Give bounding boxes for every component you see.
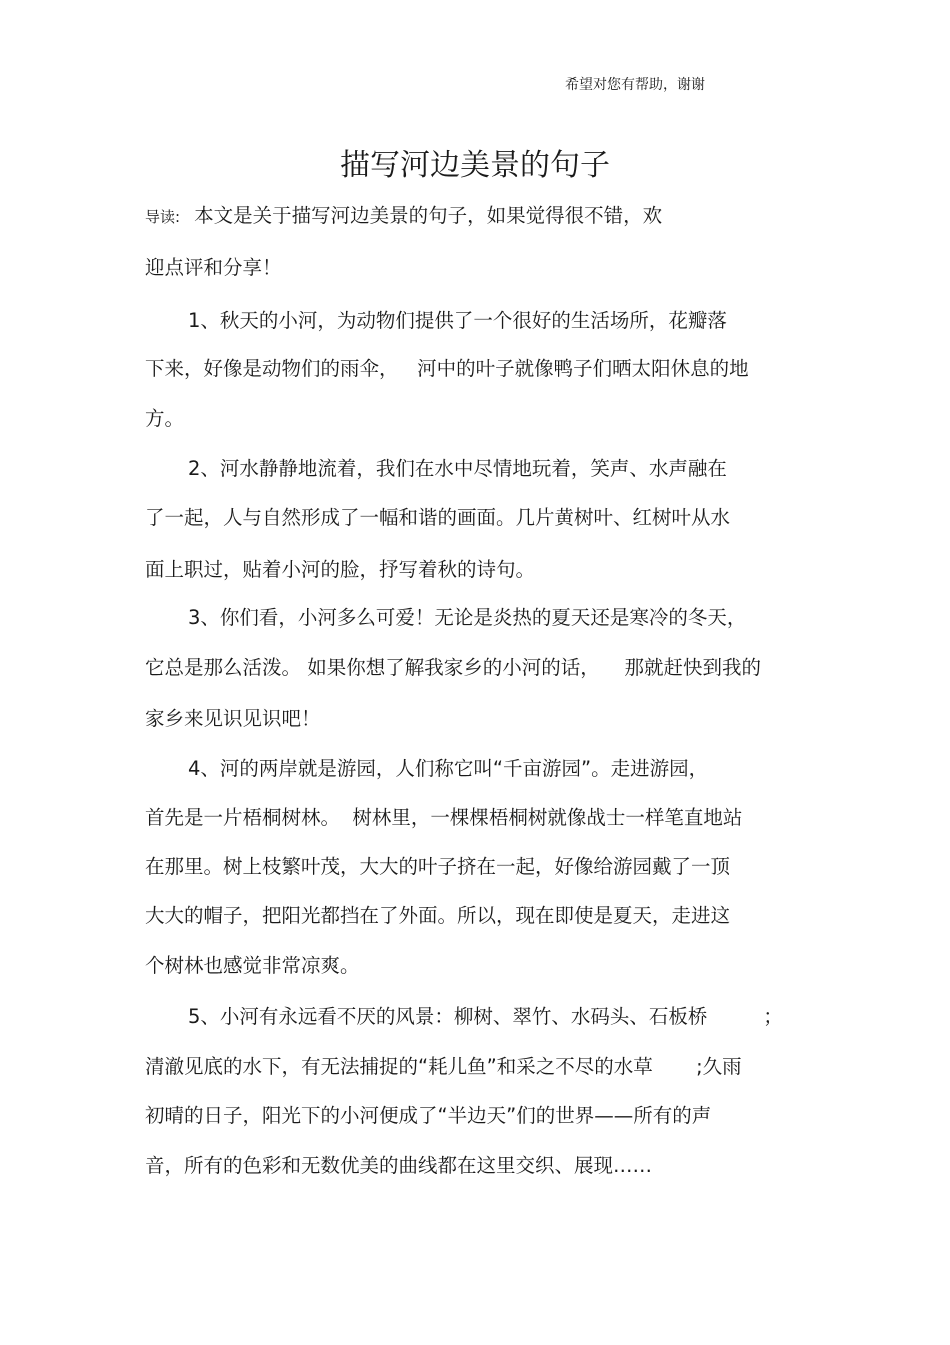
intro-line [145, 206, 662, 226]
paragraph-line: 在那里。树上枝繁叶茂，大大的叶子挤在一起，好像给游园戴了一顶 [145, 855, 731, 878]
paragraph-line: 5、小河有永远看不厌的风景：柳树、翠竹、水码头、石板桥 ； [188, 1005, 783, 1028]
header-note: 希望对您有帮助，谢谢 [565, 77, 705, 93]
intro-label: 导读: [145, 208, 181, 226]
paragraph-line: 清澈见底的水下，有无法捕捉的“耗儿鱼”和采之不尽的水草 ;久雨 [145, 1055, 742, 1078]
paragraph-line: 它总是那么活泼。 如果你想了解我家乡的小河的话， 那就赶快到我的 [145, 656, 761, 679]
paragraph-line: 了一起，人与自然形成了一幅和谐的画面。几片黄树叶、红树叶从水 [145, 506, 731, 529]
paragraph-line: 面上职过，贴着小河的脸，抒写着秋的诗句。 [145, 558, 536, 581]
paragraph-line: 大大的帽子，把阳光都挡在了外面。所以，现在即使是夏天，走进这 [145, 904, 731, 927]
paragraph-line: 2、河水静静地流着，我们在水中尽情地玩着，笑声、水声融在 [188, 457, 727, 480]
paragraph-line: 音，所有的色彩和无数优美的曲线都在这里交织、展现…… [145, 1154, 653, 1177]
paragraph-line: 4、河的两岸就是游园，人们称它叫“千亩游园”。走进游园， [188, 757, 709, 780]
intro-text: 本文是关于描写河边美景的句子，如果觉得很不错，欢 [194, 204, 663, 227]
paragraph-line: 首先是一片梧桐树林。 树林里，一棵棵梧桐树就像战士一样笔直地站 [145, 806, 743, 829]
document-title: 描写河边美景的句子 [340, 148, 610, 183]
intro-line: 迎点评和分享！ [145, 256, 282, 279]
paragraph-line: 初晴的日子，阳光下的小河便成了“半边天”们的世界——所有的声 [145, 1104, 712, 1127]
paragraph-line: 家乡来见识见识吧！ [145, 707, 321, 730]
paragraph-line: 1、秋天的小河，为动物们提供了一个很好的生活场所，花瓣落 [188, 309, 727, 332]
paragraph-line: 3、你们看，小河多么可爱！无论是炎热的夏天还是寒冷的冬天， [188, 606, 747, 629]
paragraph-line: 下来，好像是动物们的雨伞， 河中的叶子就像鸭子们晒太阳休息的地 [145, 357, 749, 380]
paragraph-line: 个树林也感觉非常凉爽。 [145, 954, 360, 977]
paragraph-line: 方。 [145, 407, 185, 430]
